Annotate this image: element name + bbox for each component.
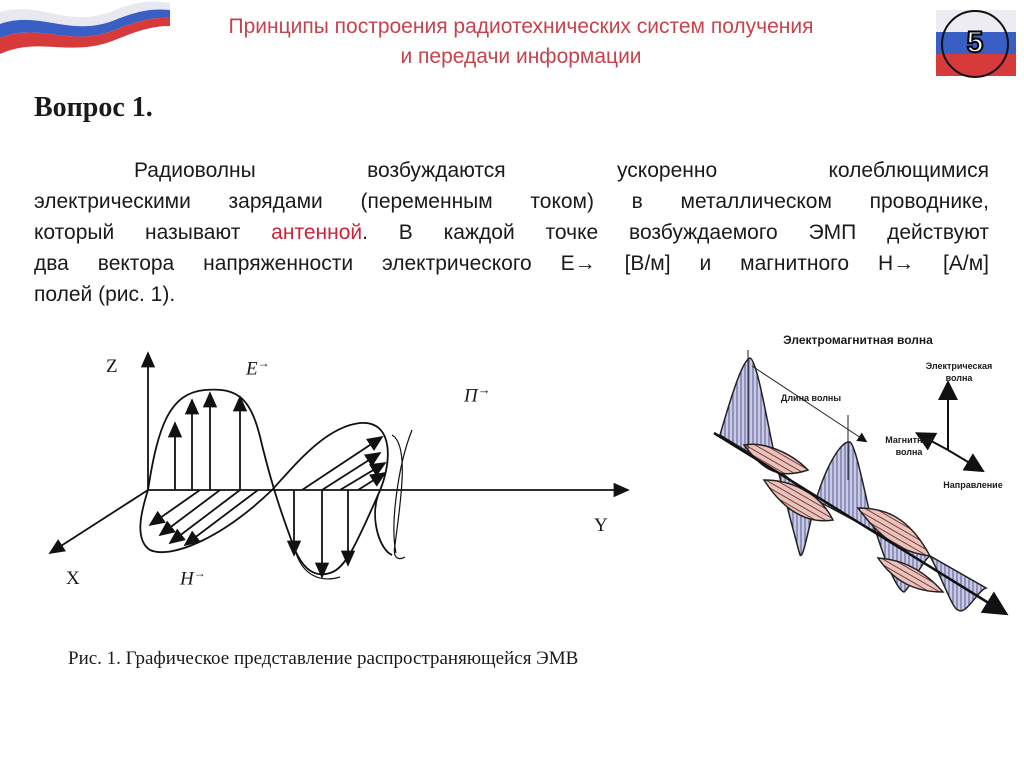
poynting-vector-label: П→ (464, 382, 491, 407)
em-wave-title: Электромагнитная волна (783, 333, 933, 347)
paragraph-line-4: два вектора напряженности электрического E→ [В/м] и магнитного H→ [А/м] (34, 252, 989, 275)
question-title: Вопрос 1. (34, 92, 153, 123)
h-vector-label: H→ (180, 566, 206, 590)
paragraph-line-2: электрическими зарядами (переменным током) в металлическом проводнике, (34, 190, 989, 213)
paragraph-line-5: полей (рис. 1). (34, 283, 176, 306)
magnetic-wave-label: Магнитная волна (885, 435, 933, 457)
flag-ribbon (0, 0, 170, 70)
paragraph-line-3-end: . В каждой точке возбуждаемого ЭМП действуют (362, 221, 989, 244)
slide-number: 5 (966, 26, 984, 59)
direction-label: Направление (943, 480, 1003, 490)
x-axis (50, 490, 148, 553)
header-title-line-2: и передачи информации (400, 45, 642, 68)
z-axis-label: Z (106, 356, 118, 377)
x-axis-label: X (66, 568, 80, 589)
e-vector-label: E→ (246, 356, 270, 380)
header-title (150, 12, 892, 72)
electric-wave-label: Электрическая волна (925, 361, 993, 383)
e-wave-curve (148, 390, 378, 575)
paragraph-line-1: Радиоволны возбуждаются ускоренно колеблющимися (134, 159, 989, 182)
body-paragraph (34, 155, 989, 310)
wavelength-label: Длина волны (780, 393, 842, 403)
figure-caption: Рис. 1. Графическое представление распространяющейся ЭМВ (68, 648, 579, 669)
header-title-line-1: Принципы построения радиотехнических систем получения (228, 15, 814, 38)
paragraph-line-3 (34, 217, 989, 248)
antenna-term: антенной (271, 221, 363, 244)
paragraph-line-3-start: который называют (34, 221, 272, 244)
em-wave-axes-diagram (40, 345, 640, 610)
y-axis-label: Y (594, 515, 608, 536)
